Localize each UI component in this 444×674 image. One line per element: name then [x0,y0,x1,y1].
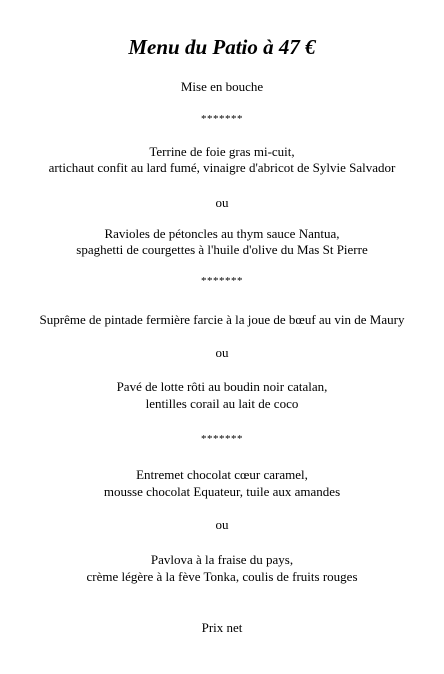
separator: ******* [201,275,243,287]
main-2-line-1: Pavé de lotte rôti au boudin noir catalan, [116,379,328,394]
main-1-line-1: Suprême de pintade fermière farcie à la joue de bœuf au vin de Maury [39,312,405,327]
dessert-2-line-2: crème légère à la fève Tonka, coulis de fruits rouges [86,569,358,584]
dessert-1-line-1: Entremet chocolat cœur caramel, [136,467,308,482]
dessert-1-line-2: mousse chocolat Equateur, tuile aux amandes [103,484,341,499]
starter-1-line-1: Terrine de foie gras mi-cuit, [149,144,295,159]
dessert-2-line-1: Pavlova à la fraise du pays, [150,552,294,567]
or-word: ou [215,517,229,532]
price-note: Prix net [201,620,243,635]
main-2-line-2: lentilles corail au lait de coco [145,396,299,411]
menu-title: Menu du Patio à 47 € [128,35,316,59]
starter-1-line-2: artichaut confit au lard fumé, vinaigre d'abricot de Sylvie Salvador [48,160,396,175]
amuse-bouche: Mise en bouche [180,79,264,94]
separator: ******* [201,433,243,445]
separator: ******* [201,113,243,125]
or-word: ou [215,195,229,210]
starter-2-line-2: spaghetti de courgettes à l'huile d'olive du Mas St Pierre [76,242,368,257]
or-word: ou [215,345,229,360]
starter-2-line-1: Ravioles de pétoncles au thym sauce Nantua, [104,226,340,241]
